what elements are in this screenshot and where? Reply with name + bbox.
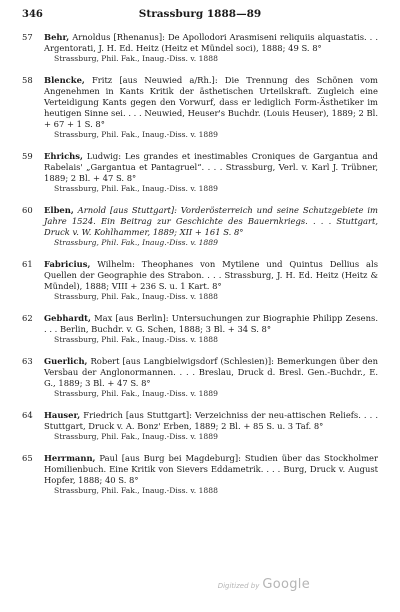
list-item: [22, 32, 378, 64]
entry-citation: [44, 75, 378, 140]
entry-row: [22, 205, 378, 248]
entry-number: 60: [22, 205, 33, 215]
entry-text: Max [aus Berlin]: Untersuchungen zur Biographie Philipp Zesens. . . . Berlin, Buchdr. v. G. Schen, 1888; 3 Bl. + 34 S. 8°: [44, 313, 378, 334]
entry-row: [22, 356, 378, 399]
list-item: [22, 453, 378, 496]
watermark-prefix: Digitized by: [217, 582, 260, 590]
page-number: 346: [22, 9, 43, 20]
entry-number: 59: [22, 151, 33, 161]
list-item: [22, 356, 378, 399]
entry-row: [22, 259, 378, 302]
entry-note: Strassburg, Phil. Fak., Inaug.-Diss. v. 1888: [54, 292, 218, 301]
entry-citation: [44, 453, 378, 496]
entry-text: Paul [aus Burg bei Magdeburg]: Studien über das Stockholmer Homilienbuch. Eine Kritik von Sievers Eddametrik. . . . Burg, Druck v. August Hopfer, 1888; 40 S. 8°: [44, 453, 378, 485]
entry-text: Arnold [aus Stuttgart]: Vorderösterreich und seine Schutzgebiete im Jahre 1524. Ein Beitrag zur Geschichte des Bauernkriegs. . . . Stuttgart, Druck v. W. Kohlhammer, 1889; XII + 161 S. 8°: [44, 205, 378, 237]
entry-author: Ehrichs,: [44, 151, 83, 161]
entry-note: Strassburg, Phil. Fak., Inaug.-Diss. v. 1889: [54, 432, 218, 441]
watermark: [218, 577, 310, 592]
entry-number: 58: [22, 75, 33, 85]
entry-row: [22, 410, 378, 442]
entry-citation: [44, 259, 378, 302]
entry-note: Strassburg, Phil. Fak., Inaug.-Diss. v. 1889: [54, 184, 218, 193]
entry-author: Herrmann,: [44, 453, 96, 463]
entry-number: 61: [22, 259, 33, 269]
entry-number: 57: [22, 32, 33, 42]
entry-note: Strassburg, Phil. Fak., Inaug.-Diss. v. 1888: [54, 486, 218, 495]
entry-citation: [44, 313, 378, 345]
list-item: [22, 75, 378, 140]
entry-row: [22, 313, 378, 345]
entry-citation: [44, 356, 378, 399]
entry-text: Robert [aus Langbielwigsdorf (Schlesien)]: Bemerkungen über den Versbau der Anglonormannen. . . . Breslau, Druck d. Bresl. Gen.-Buchdr., E. G., 1889; 3 Bl. + 47 S. 8°: [44, 356, 378, 388]
entry-author: Gebhardt,: [44, 313, 91, 323]
entry-author: Behr,: [44, 32, 70, 42]
entry-note: Strassburg, Phil. Fak., Inaug.-Diss. v. 1888: [54, 335, 218, 344]
entry-number: 64: [22, 410, 33, 420]
entry-row: [22, 75, 378, 140]
entry-text: Fritz [aus Neuwied a/Rh.]: Die Trennung des Schönen vom Angenehmen in Kants Kritik der ästhetischen Urteilskraft. Zugleich eine Verteidigung Kants gegen den Vorwurf, dass er lediglich Form-Ästhetiker im heutigen Sinne sei. . . . Neuwied, Heuser's Buchdr. (Louis Heuser), 1889; 2 Bl. + 67 + 1 S. 8°: [44, 75, 378, 129]
entry-citation: [44, 32, 378, 64]
entry-text: Wilhelm: Theophanes von Mytilene und Quintus Dellius als Quellen der Geographie des Strabon. . . . Strassburg, J. H. Ed. Heitz (Heitz & Mündel), 1888; VIII + 236 S. u. 1 Kart. 8°: [44, 259, 378, 291]
entry-author: Blencke,: [44, 75, 85, 85]
entry-row: [22, 32, 378, 64]
list-item: [22, 151, 378, 194]
list-item: [22, 313, 378, 345]
list-item: [22, 259, 378, 302]
entry-note: Strassburg, Phil. Fak., Inaug.-Diss. v. 1889: [54, 238, 218, 247]
entry-list: [22, 32, 378, 496]
entry-number: 65: [22, 453, 33, 463]
list-item: [22, 205, 378, 248]
entry-citation: [44, 151, 378, 194]
entry-author: Fabricius,: [44, 259, 91, 269]
entry-text: Ludwig: Les grandes et inestimables Croniques de Gargantua and Rabelais' „Gargantua et Pantagruel“. . . . Strassburg, Verl. v. Karl J. Trübner, 1889; 2 Bl. + 47 S. 8°: [44, 151, 378, 183]
entry-note: Strassburg, Phil. Fak., Inaug.-Diss. v. 1889: [54, 389, 218, 398]
page-header: [22, 8, 378, 26]
entry-author: Guerlich,: [44, 356, 88, 366]
entry-author: Elben,: [44, 205, 74, 215]
entry-citation: [44, 410, 378, 442]
entry-number: 62: [22, 313, 33, 323]
entry-citation: [44, 205, 378, 248]
entry-note: Strassburg, Phil. Fak., Inaug.-Diss. v. 1889: [54, 130, 218, 139]
entry-row: [22, 453, 378, 496]
list-item: [22, 410, 378, 442]
watermark-brand: Google: [262, 577, 310, 592]
running-title: Strassburg 1888—89: [138, 8, 262, 20]
entry-note: Strassburg, Phil. Fak., Inaug.-Diss. v. 1888: [54, 54, 218, 63]
entry-number: 63: [22, 356, 33, 366]
entry-text: Friedrich [aus Stuttgart]: Verzeichniss der neu-attischen Reliefs. . . . Stuttgart, Druck v. A. Bonz' Erben, 1889; 2 Bl. + 85 S. u. 3 Taf. 8°: [44, 410, 378, 431]
entry-row: [22, 151, 378, 194]
entry-text: Arnoldus [Rhenanus]: De Apollodori Arasmiseni reliquiis alquastatis. . . Argentorati, J. H. Ed. Heitz (Heitz et Mündel soci), 1888; 49 S. 8°: [44, 32, 378, 53]
entry-author: Hauser,: [44, 410, 81, 420]
